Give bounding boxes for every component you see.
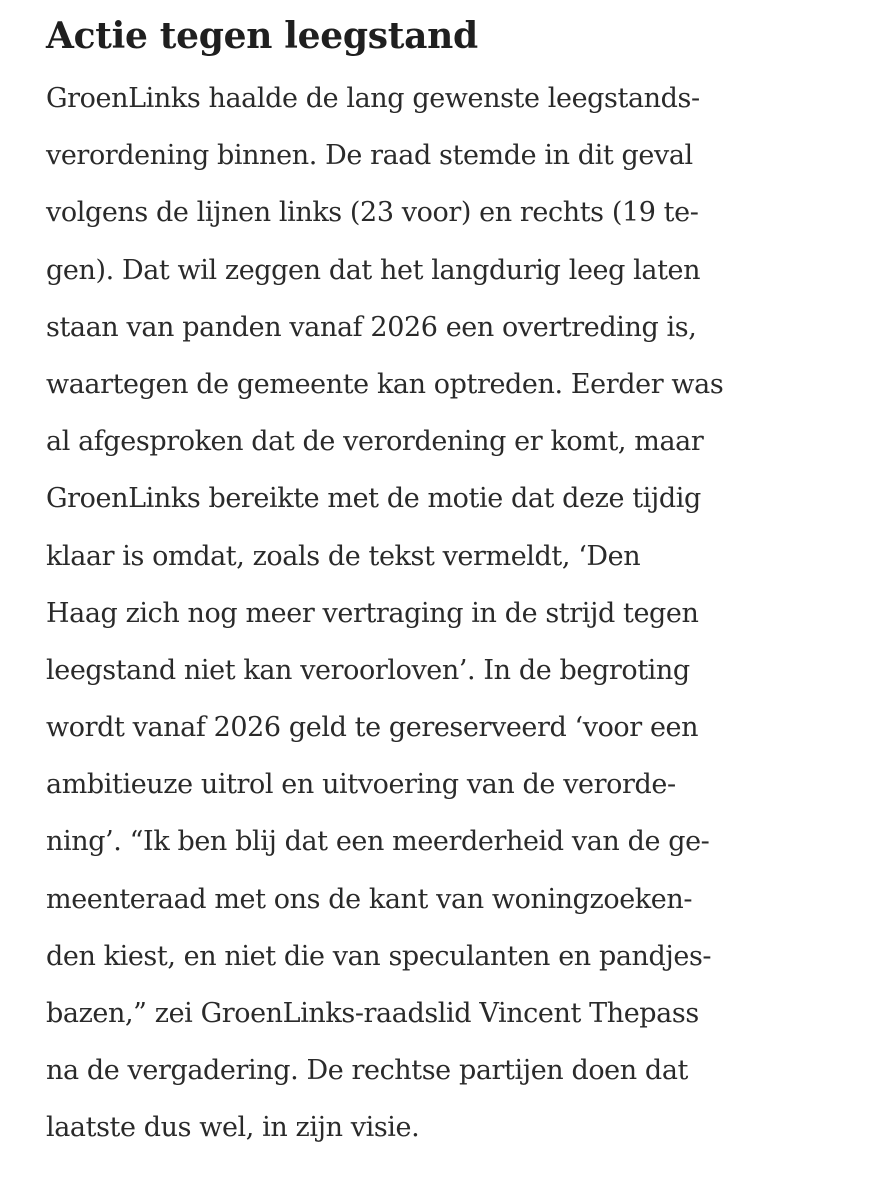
text-line: laatste dus wel, in zijn visie. — [46, 1112, 420, 1144]
text-line: waartegen de gemeente kan optreden. Eerder was — [46, 368, 724, 400]
article-heading: Actie tegen leegstand — [46, 15, 478, 57]
text-line: verordening binnen. De raad stemde in dit geval — [46, 140, 693, 172]
text-line: klaar is omdat, zoals de tekst vermeldt, ‘Den — [46, 540, 641, 572]
text-line: ning’. “Ik ben blij dat een meerderheid van de ge- — [46, 826, 710, 858]
text-line: al afgesproken dat de verordening er komt, maar — [46, 426, 704, 458]
text-line: bazen,” zei GroenLinks-raadslid Vincent Thepass — [46, 998, 699, 1029]
text-line: gen). Dat wil zeggen dat het langdurig leeg laten — [46, 254, 701, 286]
text-line: wordt vanaf 2026 geld te gereserveerd ‘voor een — [46, 712, 699, 744]
text-line: meenteraad met ons de kant van woningzoeken- — [46, 883, 693, 915]
article — [46, 0, 846, 1157]
text-line: GroenLinks bereikte met de motie dat deze tijdig — [46, 483, 701, 515]
text-line: GroenLinks haalde de lang gewenste leegstands- — [46, 83, 700, 114]
text-line: na de vergadering. De rechtse partijen doen dat — [46, 1055, 688, 1087]
text-line: staan van panden vanaf 2026 een overtreding is, — [46, 311, 697, 343]
text-line: volgens de lijnen links (23 voor) en rechts (19 te- — [46, 197, 699, 229]
text-line: ambitieuze uitrol en uitvoering van de verorde- — [46, 769, 676, 801]
article-body — [46, 70, 846, 1157]
text-line: leegstand niet kan veroorloven’. In de begroting — [46, 654, 690, 686]
text-line: Haag zich nog meer vertraging in de strijd tegen — [46, 597, 699, 629]
text-line: den kiest, en niet die van speculanten en pandjes- — [46, 940, 712, 972]
